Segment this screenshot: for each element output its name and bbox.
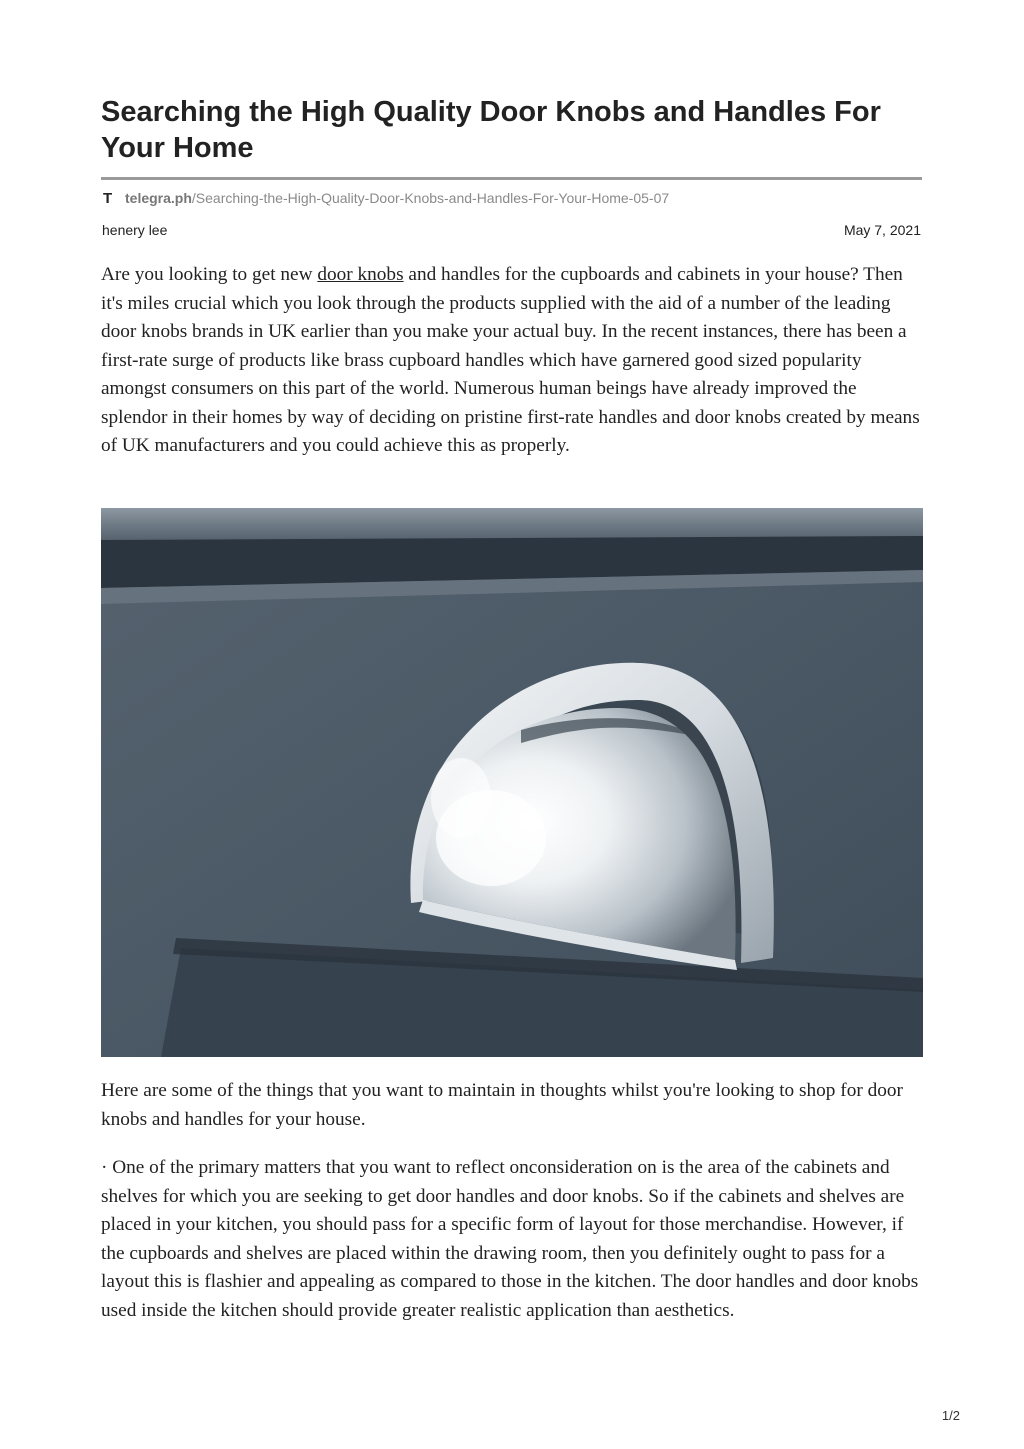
title-divider: [101, 177, 922, 180]
door-knobs-link[interactable]: door knobs: [317, 264, 404, 285]
article-title: Searching the High Quality Door Knobs and Handles For Your Home: [101, 96, 881, 164]
paragraph-intro-start: Are you looking to get new: [101, 264, 318, 285]
paragraph-intro: [101, 261, 923, 461]
paragraph-intro-rest: and handles for the cupboards and cabinets in your house? Then it's miles crucial which you look through the products supplied with the aid of a number of the leading door knobs brands in UK earlier than you make your actual buy. In the recent instances, there has been a first-rate surge of products like brass cupboard handles which have garnered good sized popularity amongst consumers on this part of the world. Numerous human beings have already improved the splendor in their homes by way of deciding on pristine first-rate handles and door knobs created by means of UK manufacturers and you could achieve this as properly.: [101, 264, 920, 456]
source-path[interactable]: /Searching-the-High-Quality-Door-Knobs-and-Handles-For-Your-Home-05-07: [191, 190, 670, 206]
paragraph-tips-intro: Here are some of the things that you want to maintain in thoughts whilst you're looking to shop for door knobs and handles for your house.: [101, 1080, 903, 1130]
source-domain[interactable]: telegra.ph: [125, 190, 192, 206]
source-line: [101, 188, 922, 208]
publish-date: May 7, 2021: [843, 222, 921, 238]
telegraph-t-icon: T: [103, 190, 113, 207]
paragraph-tip-one: · One of the primary matters that you want to reflect onconsideration on is the area of the cabinets and shelves for which you are seeking to get door handles and door knobs. So if the cabinets and shelves are placed in your kitchen, you should pass for a specific form of layout for those merchandise. However, if the cupboards and shelves are placed within the drawing room, then you definitely ought to pass for a layout this is flashier and appealing as compared to those in the kitchen. The door handles and door knobs used inside the kitchen should provide greater realistic application than aesthetics.: [101, 1157, 919, 1321]
cup-handle-photo: [101, 508, 923, 1057]
author-name: henery lee: [102, 222, 168, 238]
page-number: 1/2: [941, 1408, 960, 1423]
